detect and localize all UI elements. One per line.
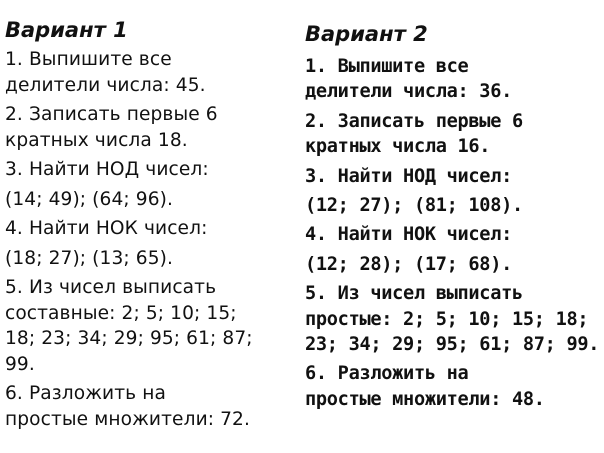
v1-task-5-line-1: 5. Из чисел выписать bbox=[5, 277, 217, 298]
v1-task-5-line-2: составные: 2; 5; 10; 15; bbox=[5, 302, 237, 324]
v1-task-2-line-1: 2. Записать первые 6 bbox=[5, 104, 218, 125]
v1-task-1-line-1: 1. Выпишите все bbox=[5, 49, 172, 70]
v1-task-2-line-2: кратных числа 18. bbox=[5, 129, 188, 151]
v1-task-4-line-1: 4. Найти НОК чисел: bbox=[5, 218, 208, 239]
variant-1-title: Вариант 1 bbox=[5, 18, 128, 42]
v2-task-4-line-2: (12; 28); (17; 68). bbox=[305, 253, 512, 275]
v2-task-4-line-1: 4. Найти НОК чисел: bbox=[305, 224, 512, 246]
v2-task-6-line-1: 6. Разложить на bbox=[305, 363, 469, 385]
v2-task-2-line-1: 2. Записать первые 6 bbox=[305, 110, 523, 132]
v1-task-1-line-2: делители числа: 45. bbox=[5, 74, 206, 96]
v2-task-5-line-2: простые: 2; 5; 10; 15; 18; bbox=[305, 308, 589, 330]
v2-task-1-line-2: делители числа: 36. bbox=[305, 81, 512, 103]
v1-task-5-line-3: 18; 23; 34; 29; 95; 61; 87; bbox=[5, 328, 253, 349]
v1-task-3-line-1: 3. Найти НОД чисел: bbox=[5, 159, 209, 180]
v1-task-3-line-2: (14; 49); (64; 96). bbox=[5, 188, 173, 210]
variant-2-column bbox=[305, 0, 601, 412]
v2-task-6-line-2: простые множители: 48. bbox=[305, 388, 545, 410]
v1-task-6-line-1: 6. Разложить на bbox=[5, 383, 166, 404]
v1-task-5-line-4: 99. bbox=[5, 353, 35, 375]
variant-2-title: Вариант 2 bbox=[305, 22, 428, 46]
v1-task-6-line-2: простые множители: 72. bbox=[5, 408, 250, 430]
v2-task-3-line-2: (12; 27); (81; 108). bbox=[305, 195, 523, 217]
v2-task-3-line-1: 3. Найти НОД чисел: bbox=[305, 165, 512, 187]
v2-task-5-line-3: 23; 34; 29; 95; 61; 87; 99. bbox=[305, 334, 600, 356]
variant-1-column bbox=[5, 0, 295, 432]
v1-task-4-line-2: (18; 27); (13; 65). bbox=[5, 247, 173, 269]
v2-task-1-line-1: 1. Выпишите все bbox=[305, 56, 469, 77]
v2-task-5-line-1: 5. Из чисел выписать bbox=[305, 283, 523, 305]
v2-task-2-line-2: кратных числа 16. bbox=[305, 136, 491, 158]
